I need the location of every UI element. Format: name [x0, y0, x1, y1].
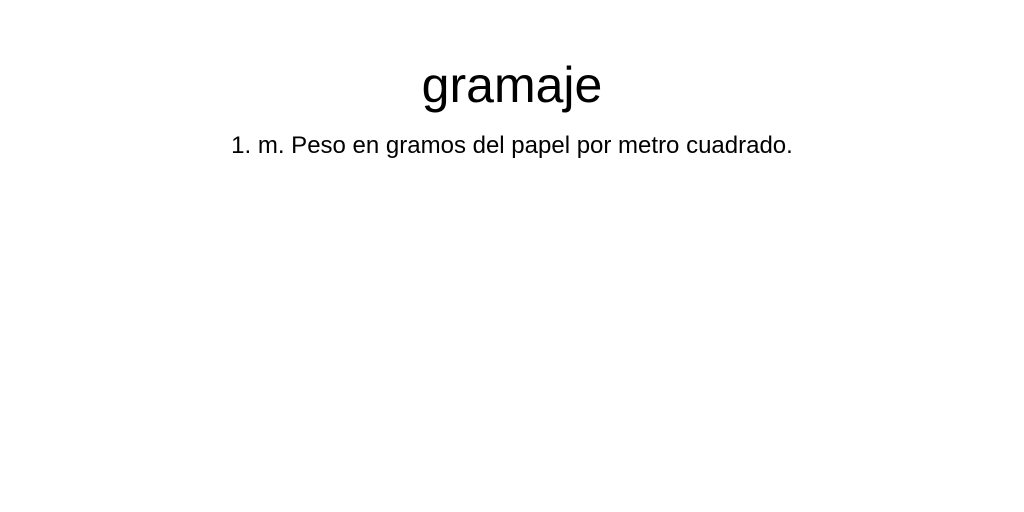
entry-headword: gramaje	[421, 57, 603, 113]
entry-definition: 1. m. Peso en gramos del papel por metro cuadrado.	[231, 132, 793, 159]
